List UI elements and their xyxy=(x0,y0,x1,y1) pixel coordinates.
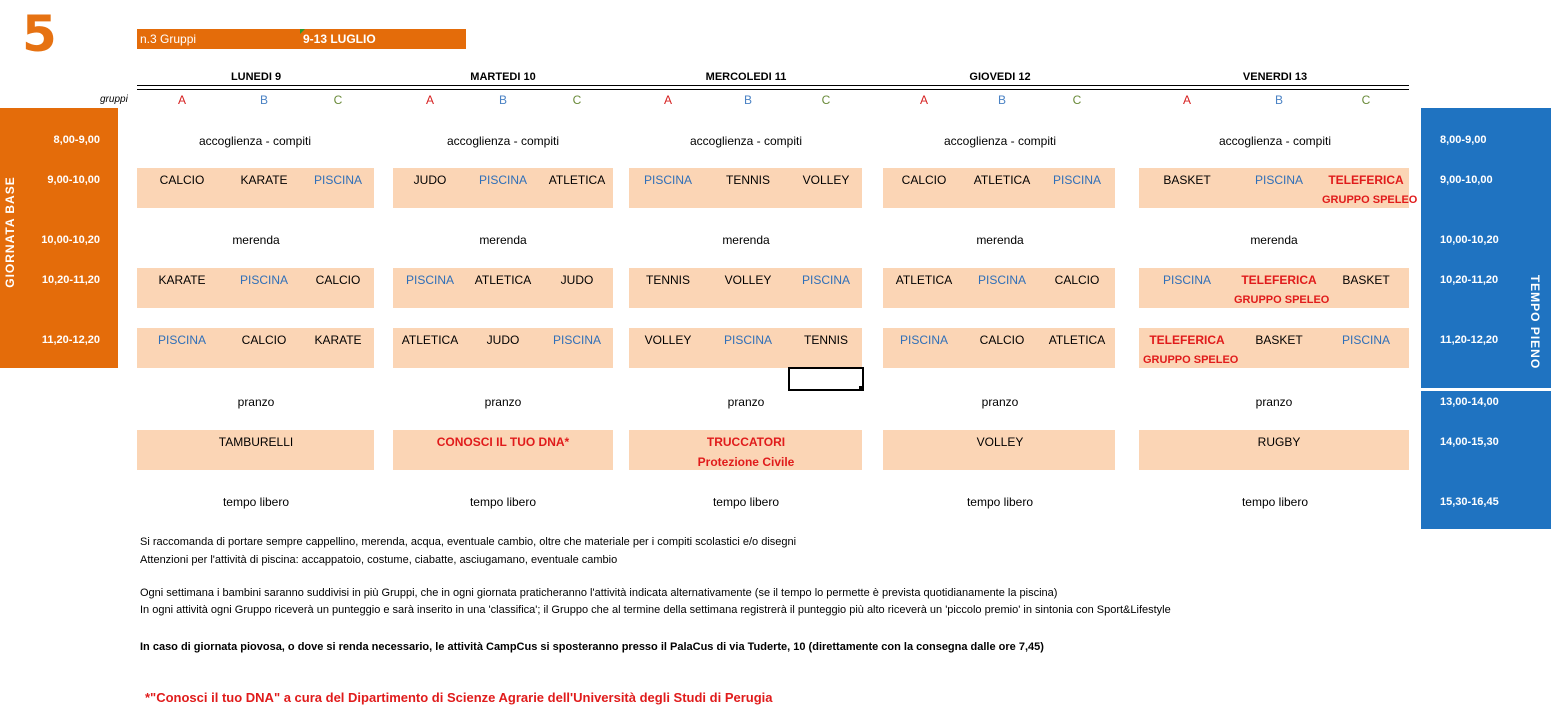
merenda-cell: merenda xyxy=(722,233,770,247)
activity-cell: JUDO xyxy=(413,173,447,187)
activity-cell: PISCINA xyxy=(1162,273,1211,287)
time-label-right: 8,00-9,00 xyxy=(1440,134,1487,146)
afternoon-activity: RUGBY xyxy=(1257,435,1301,449)
accoglienza-cell: accoglienza - compiti xyxy=(198,134,312,148)
pranzo-cell: pranzo xyxy=(981,395,1019,409)
group-letter: B xyxy=(997,93,1006,107)
dna-footnote: *"Conosci il tuo DNA" a cura del Dipartimento di Scienze Agrarie dell'Università degli Studi di Perugia xyxy=(145,690,773,705)
band-divider xyxy=(1421,388,1525,391)
group-letter: B xyxy=(1274,93,1283,107)
activity-cell: PISCINA xyxy=(313,173,362,187)
pranzo-cell: pranzo xyxy=(484,395,522,409)
fill-handle[interactable] xyxy=(859,386,864,391)
activity-cell: KARATE xyxy=(314,333,362,347)
activity-cell: ATLETICA xyxy=(474,273,532,287)
group-letter: C xyxy=(1361,93,1371,107)
activity-cell: JUDO xyxy=(486,333,520,347)
activity-cell: CALCIO xyxy=(159,173,205,187)
afternoon-sub: Protezione Civile xyxy=(697,455,795,469)
tempo-libero-cell: tempo libero xyxy=(966,495,1034,509)
pranzo-cell: pranzo xyxy=(237,395,275,409)
gruppo-speleo-note: GRUPPO SPELEO xyxy=(1143,354,1239,366)
activity-cell: BASKET xyxy=(1163,173,1211,187)
tempo-libero-cell: tempo libero xyxy=(1241,495,1309,509)
activity-cell: PISCINA xyxy=(405,273,454,287)
tempo-libero-cell: tempo libero xyxy=(222,495,290,509)
activity-cell: VOLLEY xyxy=(644,333,692,347)
activity-cell: CALCIO xyxy=(901,173,947,187)
activity-cell: ATLETICA xyxy=(895,273,953,287)
group-letter: C xyxy=(821,93,831,107)
time-label-left: 8,00-9,00 xyxy=(53,134,100,146)
tempo-pieno-band-lower xyxy=(1421,391,1551,529)
time-label-right: 11,20-12,20 xyxy=(1440,334,1499,346)
day-header-wed: MERCOLEDI 11 xyxy=(705,71,787,83)
activity-cell: CALCIO xyxy=(1054,273,1100,287)
afternoon-activity: TRUCCATORI xyxy=(706,435,786,449)
activity-cell: PISCINA xyxy=(1341,333,1390,347)
time-label-right: 15,30-16,45 xyxy=(1440,496,1499,508)
day-header-fri: VENERDI 13 xyxy=(1242,71,1308,83)
accoglienza-cell: accoglienza - compiti xyxy=(689,134,803,148)
activity-cell: PISCINA xyxy=(1052,173,1101,187)
activity-cell: ATLETICA xyxy=(1048,333,1106,347)
pranzo-cell: pranzo xyxy=(727,395,765,409)
time-label-left: 10,00-10,20 xyxy=(41,234,100,246)
accoglienza-cell: accoglienza - compiti xyxy=(446,134,560,148)
comment-marker-icon xyxy=(300,29,305,34)
gruppo-speleo-note: GRUPPO SPELEO xyxy=(1322,194,1418,206)
activity-cell: PISCINA xyxy=(552,333,601,347)
note-text: Si raccomanda di portare sempre cappellino, merenda, acqua, eventuale cambio, oltre che materiale per i compiti scolastici e/o disegni xyxy=(140,536,797,548)
afternoon-activity: TAMBURELLI xyxy=(218,435,294,449)
header-rule xyxy=(137,85,1409,90)
afternoon-activity: VOLLEY xyxy=(976,435,1024,449)
gruppo-speleo-note: GRUPPO SPELEO xyxy=(1234,294,1330,306)
activity-cell: PISCINA xyxy=(478,173,527,187)
group-letter: B xyxy=(743,93,752,107)
activity-cell: KARATE xyxy=(240,173,288,187)
group-letter: A xyxy=(663,93,672,107)
rain-note: In caso di giornata piovosa, o dove si renda necessario, le attività CampCus si sposteranno presso il PalaCus di via Tuderte, 10 (direttamente con la consegna dalle ore 7,45) xyxy=(140,641,1044,653)
activity-cell: KARATE xyxy=(158,273,206,287)
activity-cell: VOLLEY xyxy=(802,173,850,187)
note-text: Attenzioni per l'attività di piscina: accappatoio, costume, ciabatte, asciugamano, eventuale cambio xyxy=(140,554,618,566)
activity-cell: TELEFERICA xyxy=(1328,173,1404,187)
groups-count: n.3 Gruppi xyxy=(140,32,197,46)
tempo-libero-cell: tempo libero xyxy=(469,495,537,509)
group-letter: A xyxy=(919,93,928,107)
merenda-cell: merenda xyxy=(976,233,1024,247)
group-letter: B xyxy=(498,93,507,107)
activity-cell: BASKET xyxy=(1342,273,1390,287)
group-letter: C xyxy=(572,93,582,107)
activity-cell: PISCINA xyxy=(977,273,1026,287)
activity-cell: TENNIS xyxy=(803,333,848,347)
activity-cell: CALCIO xyxy=(241,333,287,347)
group-letter: A xyxy=(425,93,434,107)
activity-cell: PISCINA xyxy=(157,333,206,347)
note-text: In ogni attività ogni Gruppo riceverà un punteggio e sarà inserito in una 'classifica'; il Gruppo che al termine della settimana registrerà il punteggio più alto riceverà un 'piccolo premio' in sintonia con Sport&Lifestyle xyxy=(140,604,1171,616)
week-dates: 9-13 LUGLIO xyxy=(303,32,376,46)
activity-cell: JUDO xyxy=(560,273,594,287)
merenda-cell: merenda xyxy=(232,233,280,247)
week-number: 5 xyxy=(22,5,57,63)
activity-cell: PISCINA xyxy=(723,333,772,347)
time-label-left: 9,00-10,00 xyxy=(47,174,100,186)
note-text: Ogni settimana i bambini saranno suddivisi in più Gruppi, che in ogni giornata praticheranno l'attività indicata alternativamente (se il tempo lo permette è prevista quotidianamente la piscina) xyxy=(140,587,1058,599)
activity-cell: TENNIS xyxy=(725,173,770,187)
activity-cell: PISCINA xyxy=(1254,173,1303,187)
time-label-right: 10,00-10,20 xyxy=(1440,234,1499,246)
activity-cell: ATLETICA xyxy=(548,173,606,187)
time-label-right: 9,00-10,00 xyxy=(1440,174,1493,186)
tempo-pieno-label: TEMPO PIENO xyxy=(1528,274,1542,370)
afternoon-activity: CONOSCI IL TUO DNA* xyxy=(436,435,570,449)
activity-cell: CALCIO xyxy=(315,273,361,287)
activity-cell: PISCINA xyxy=(239,273,288,287)
activity-cell: TELEFERICA xyxy=(1241,273,1317,287)
group-letter: C xyxy=(333,93,343,107)
pranzo-cell: pranzo xyxy=(1255,395,1293,409)
day-header-thu: GIOVEDI 12 xyxy=(969,71,1031,83)
selected-cell[interactable] xyxy=(788,367,864,391)
activity-cell: CALCIO xyxy=(979,333,1025,347)
group-letter: B xyxy=(259,93,268,107)
activity-cell: PISCINA xyxy=(643,173,692,187)
time-label-left: 10,20-11,20 xyxy=(41,274,100,286)
group-letter: A xyxy=(1182,93,1191,107)
accoglienza-cell: accoglienza - compiti xyxy=(943,134,1057,148)
groups-label: gruppi xyxy=(100,94,128,105)
giornata-base-label: GIORNATA BASE xyxy=(3,176,17,288)
accoglienza-cell: accoglienza - compiti xyxy=(1218,134,1332,148)
activity-cell: ATLETICA xyxy=(973,173,1031,187)
activity-cell: TENNIS xyxy=(645,273,690,287)
time-label-right: 10,20-11,20 xyxy=(1440,274,1499,286)
activity-cell: ATLETICA xyxy=(401,333,459,347)
merenda-cell: merenda xyxy=(479,233,527,247)
group-letter: A xyxy=(177,93,186,107)
time-label-right: 13,00-14,00 xyxy=(1440,396,1499,408)
activity-cell: PISCINA xyxy=(801,273,850,287)
day-header-tue: MARTEDI 10 xyxy=(470,71,536,83)
day-header-mon: LUNEDI 9 xyxy=(230,71,282,83)
time-label-left: 11,20-12,20 xyxy=(41,334,100,346)
activity-cell: BASKET xyxy=(1255,333,1303,347)
time-label-right: 14,00-15,30 xyxy=(1440,436,1499,448)
tempo-libero-cell: tempo libero xyxy=(712,495,780,509)
activity-cell: PISCINA xyxy=(899,333,948,347)
activity-cell: TELEFERICA xyxy=(1149,333,1225,347)
merenda-cell: merenda xyxy=(1250,233,1298,247)
group-letter: C xyxy=(1072,93,1082,107)
activity-cell: VOLLEY xyxy=(724,273,772,287)
